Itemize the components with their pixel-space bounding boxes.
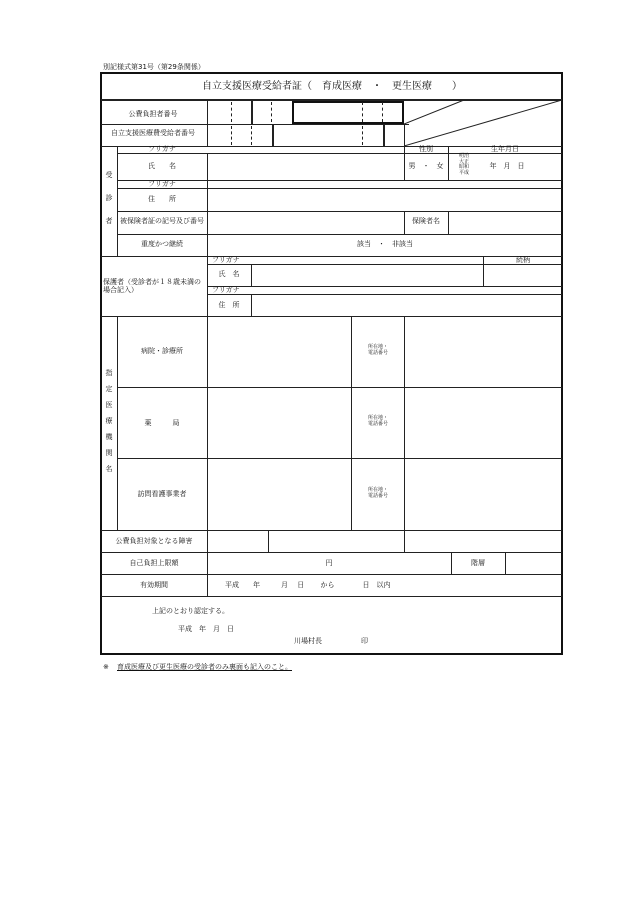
disability-label: 公費負担対象となる障害: [115, 537, 193, 545]
seal-mark: 印: [361, 637, 368, 645]
insurance-symbol-label: 被保険者証の記号及び番号: [120, 217, 204, 225]
severe-continuous-value: 該当 ・ 非該当: [357, 240, 413, 248]
sex-value: 男 ・ 女: [408, 162, 444, 170]
patient-name-label: 氏 名: [148, 162, 176, 170]
validity-value: 平成 年 月 日 から 日 以内: [225, 581, 391, 589]
validity-label: 有効期間: [140, 581, 168, 589]
insurer-name-label: 保険者名: [412, 217, 440, 225]
relation-header: 続柄: [516, 256, 530, 264]
sex-header: 性別: [419, 145, 433, 153]
footnote: 育成医療及び更生医療の受診者のみ裏面も記入のこと。: [117, 663, 292, 671]
hospital-location-label: 所在地・ 電話番号: [367, 344, 389, 356]
nursing-label: 訪問看護事業者: [137, 490, 187, 498]
form-frame: [100, 72, 563, 655]
birthdate-header: 生年月日: [491, 145, 519, 153]
pharmacy-label: 薬 局: [144, 419, 180, 427]
patient-furigana2-label: フリガナ: [148, 180, 176, 188]
guardian-name-label: 氏 名: [218, 270, 240, 278]
public-payer-number-box[interactable]: [292, 101, 404, 124]
certification-date: 平成 年 月 日: [178, 625, 234, 633]
hospital-label: 病院・診療所: [141, 347, 183, 355]
pharmacy-location-label: 所在地・ 電話番号: [367, 415, 389, 427]
birthdate-value: 年 月 日: [489, 162, 525, 170]
form-code: 別記様式第31号（第29条関係）: [103, 63, 205, 71]
patient-furigana-label: フリガナ: [148, 145, 176, 153]
tier-label: 階層: [471, 559, 485, 567]
note-mark: ※: [103, 663, 109, 671]
limit-label: 自己負担上限額: [129, 559, 179, 567]
issuer-name: 川場村長: [294, 637, 322, 645]
patient-group-label: 受 診 者: [105, 171, 113, 225]
guardian-furigana-label: フリガナ: [212, 256, 240, 264]
recipient-number-label: 自立支援医療費受給者番号: [111, 129, 195, 137]
form-title: 自立支援医療受給者証（ 育成医療 ・ 更生医療 ）: [202, 81, 462, 92]
certification-statement: 上記のとおり認定する。: [152, 607, 229, 615]
institution-group-label: 指 定 医 療 機 関 名: [105, 369, 113, 473]
nursing-location-label: 所在地・ 電話番号: [367, 487, 389, 499]
severe-continuous-label: 重度かつ継続: [141, 240, 183, 248]
limit-currency: 円: [325, 559, 333, 567]
guardian-furigana2-label: フリガナ: [212, 286, 240, 294]
guardian-label: 保護者（受診者が１８歳未満の場合記入）: [103, 278, 201, 295]
patient-address-label: 住 所: [148, 195, 176, 203]
guardian-address-label: 住 所: [218, 301, 240, 309]
public-payer-number-label: 公費負担者番号: [128, 110, 178, 118]
era-list: 明治 大正 昭和 平成: [458, 153, 469, 176]
void-diagonal: [404, 100, 562, 146]
